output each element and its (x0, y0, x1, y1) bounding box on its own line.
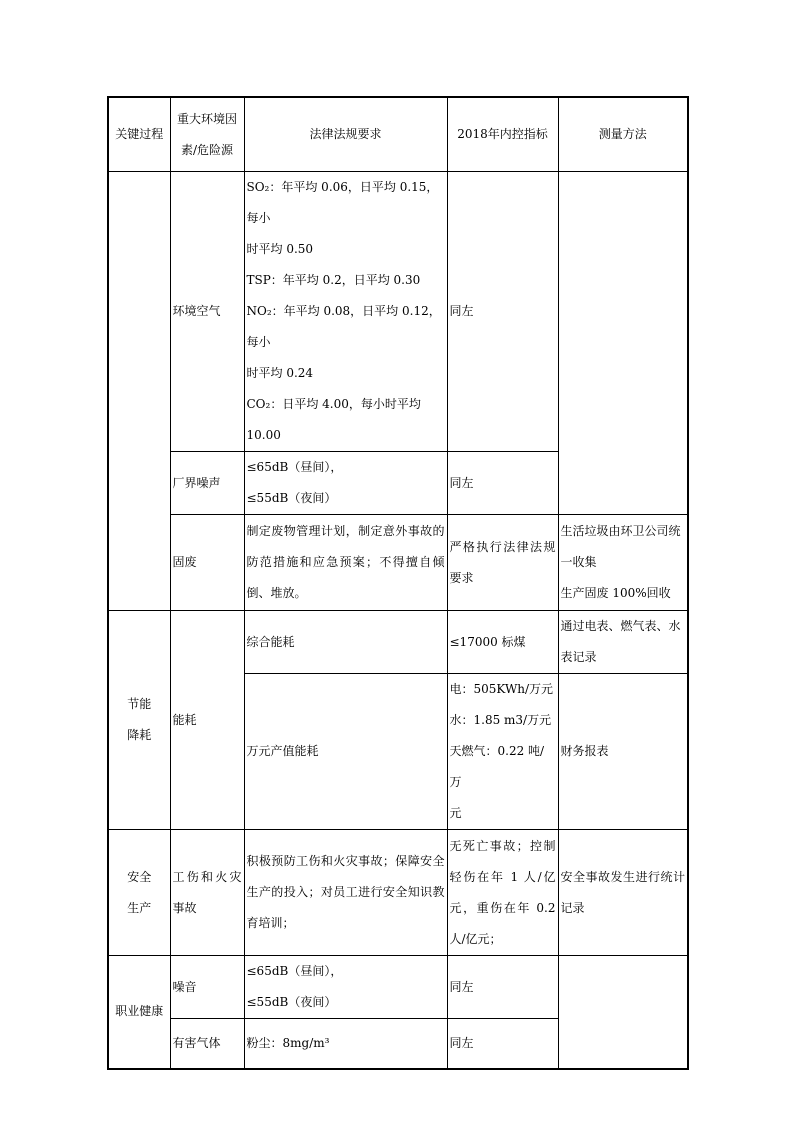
law-air (244, 172, 447, 452)
table-row (108, 956, 688, 1019)
target-noise: 同左 (447, 452, 558, 515)
law-health-noise-line: ≤55dB（夜间） (246, 995, 337, 1009)
target-energy-line: 电：505KWh/万元 (449, 682, 554, 696)
law-energy-total: 综合能耗 (244, 611, 447, 674)
target-health-noise: 同左 (447, 956, 558, 1019)
law-air-line: SO₂：年平均 0.06，日平均 0.15，每小 (246, 180, 439, 225)
law-health-noise-line: ≤65dB（昼间）， (246, 964, 343, 978)
law-health-gas: 粉尘：8mg/m³ (244, 1019, 447, 1069)
process-energy (108, 611, 170, 830)
header-process: 关键过程 (108, 97, 170, 172)
header-method: 测量方法 (558, 97, 688, 172)
header-target: 2018年内控指标 (447, 97, 558, 172)
header-row (108, 97, 688, 172)
method-energy-total: 通过电表、燃气表、水表记录 (558, 611, 688, 674)
hazard-air: 环境空气 (170, 172, 244, 452)
law-waste: 制定废物管理计划，制定意外事故的防范措施和应急预案；不得擅自倾倒、堆放。 (244, 515, 447, 611)
hazard-health-gas: 有害气体 (170, 1019, 244, 1069)
target-energy-line: 水：1.85 m3/万元 (449, 713, 552, 727)
method-air-noise (558, 172, 688, 515)
hazard-energy: 能耗 (170, 611, 244, 830)
law-noise-line: ≤55dB（夜间） (246, 491, 337, 505)
hazard-safety: 工伤和火灾事故 (170, 830, 244, 956)
method-waste-text: 生活垃圾由环卫公司统一收集 生产固废 100%回收 (560, 524, 681, 600)
process-cell-env (108, 172, 170, 611)
law-energy-output: 万元产值能耗 (244, 674, 447, 830)
target-energy-line: 元 (449, 806, 462, 820)
process-energy-text: 节能 降耗 (127, 697, 152, 742)
table-row (108, 830, 688, 956)
process-safety-text: 安全 生产 (127, 869, 152, 915)
law-noise (244, 452, 447, 515)
law-health-noise (244, 956, 447, 1019)
target-air: 同左 (447, 172, 558, 452)
table-row (108, 172, 688, 452)
law-air-line: TSP：年平均 0.2，日平均 0.30 (246, 273, 421, 287)
law-air-line: 时平均 0.24 (246, 366, 314, 380)
table-row (108, 611, 688, 674)
law-air-line: 时平均 0.50 (246, 242, 314, 256)
target-energy-output (447, 674, 558, 830)
hazard-noise: 厂界噪声 (170, 452, 244, 515)
hazard-health-noise: 噪音 (170, 956, 244, 1019)
method-health (558, 956, 688, 1069)
target-health-gas: 同左 (447, 1019, 558, 1069)
header-law: 法律法规要求 (244, 97, 447, 172)
process-health: 职业健康 (108, 956, 170, 1069)
target-energy-line: 天燃气：0.22 吨/万 (449, 744, 545, 789)
table-row (108, 515, 688, 611)
law-noise-line: ≤65dB（昼间）， (246, 460, 343, 474)
process-safety (108, 830, 170, 956)
indicator-table (107, 96, 689, 1070)
law-safety: 积极预防工伤和火灾事故；保障安全生产的投入；对员工进行安全知识教育培训； (244, 830, 447, 956)
law-air-line: NO₂：年平均 0.08，日平均 0.12，每小 (246, 304, 441, 349)
method-waste (558, 515, 688, 611)
method-energy-output: 财务报表 (558, 674, 688, 830)
header-hazard: 重大环境因素/危险源 (170, 97, 244, 172)
target-safety: 无死亡事故；控制轻伤在年 1 人/亿元，重伤在年 0.2 人/亿元； (447, 830, 558, 956)
law-air-line: CO₂：日平均 4.00，每小时平均 10.00 (246, 397, 421, 442)
hazard-waste: 固废 (170, 515, 244, 611)
target-energy-total: ≤17000 标煤 (447, 611, 558, 674)
target-waste: 严格执行法律法规要求 (447, 515, 558, 611)
method-safety: 安全事故发生进行统计记录 (558, 830, 688, 956)
